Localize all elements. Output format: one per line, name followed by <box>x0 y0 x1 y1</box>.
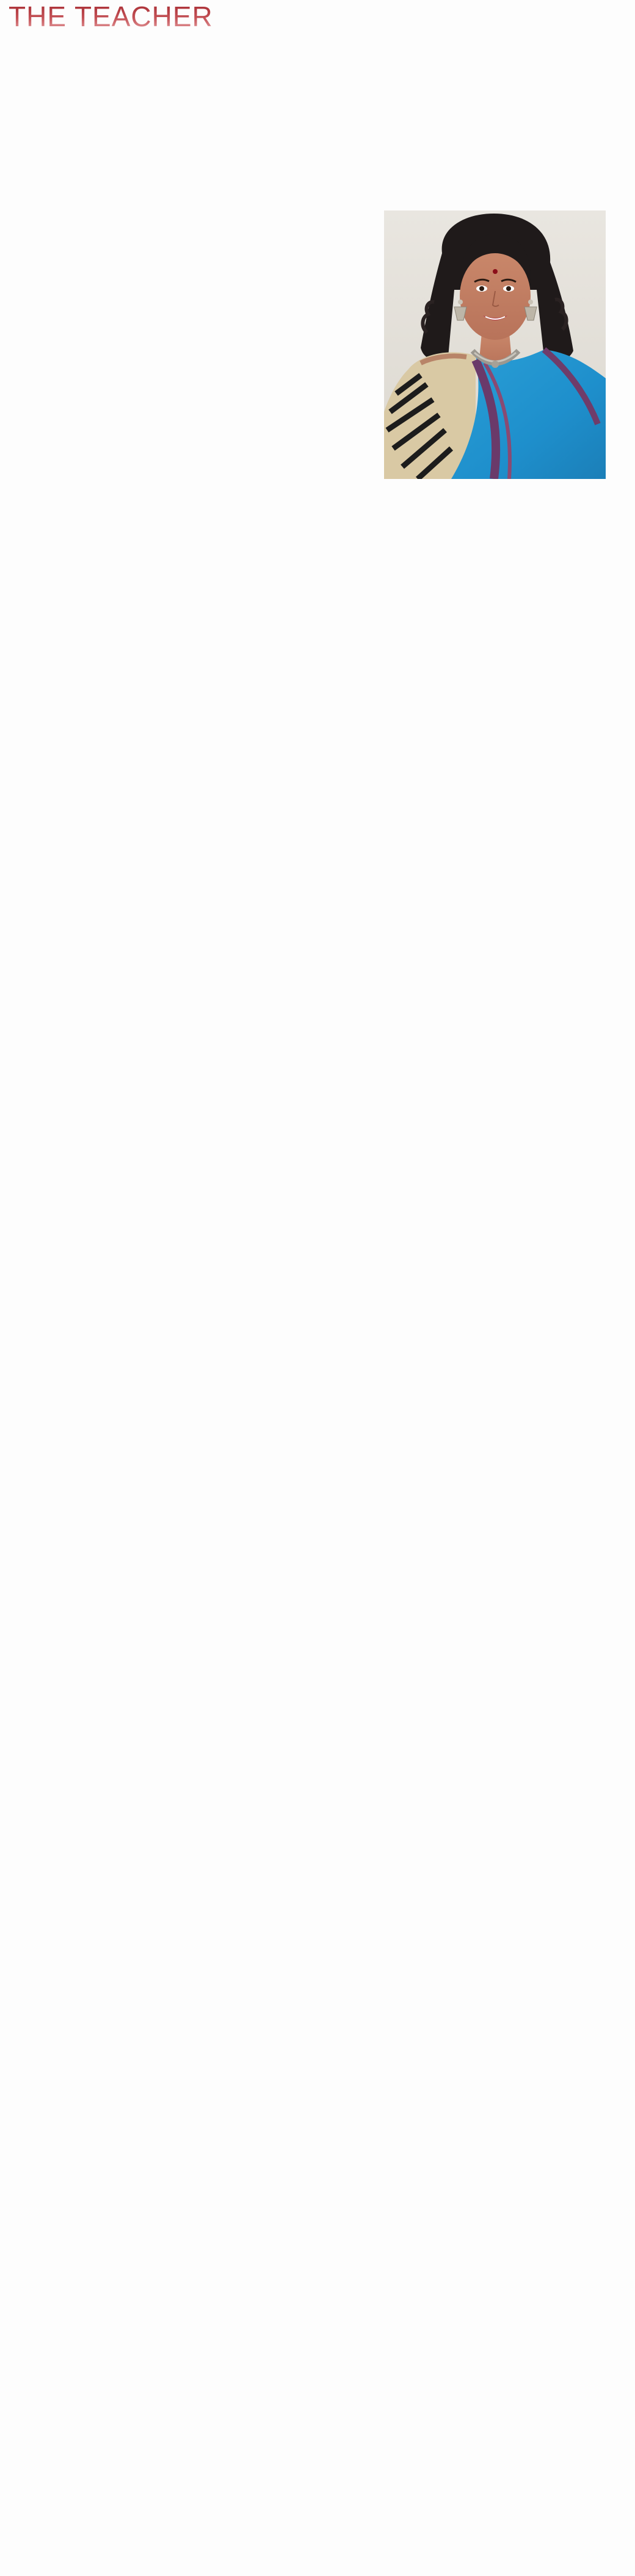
page-title: THE TEACHER <box>9 1 213 32</box>
portrait-illustration <box>384 210 606 479</box>
teacher-portrait <box>384 210 606 479</box>
